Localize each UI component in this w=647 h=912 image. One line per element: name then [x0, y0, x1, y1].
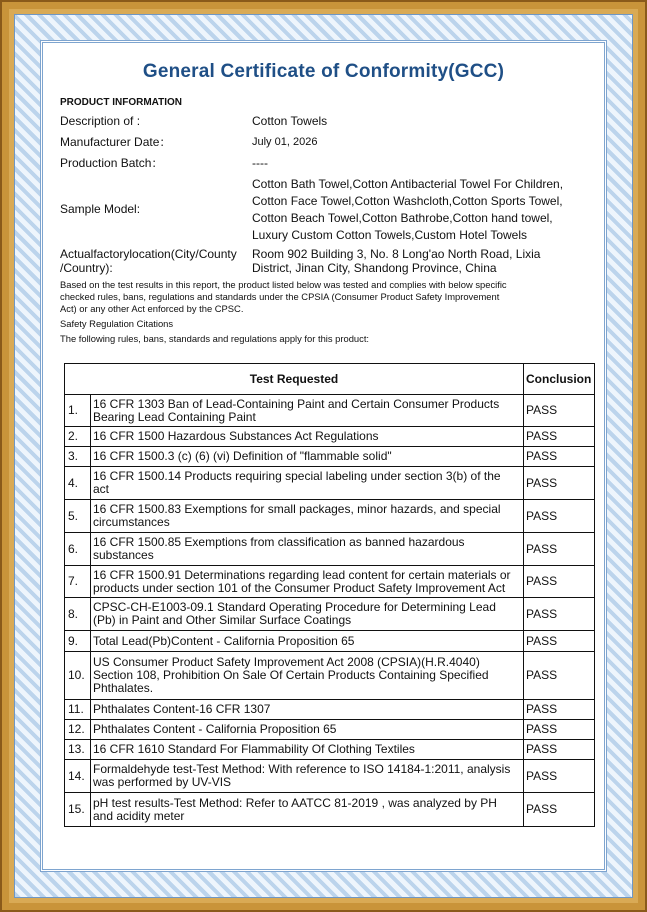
row-number: 8.	[65, 598, 91, 631]
test-requested-text: pH test results-Test Method: Refer to AATCC 81-2019 , was analyzed by PH	[93, 795, 497, 810]
table-row	[65, 760, 595, 793]
conclusion-cell: PASS	[524, 533, 595, 566]
test-requested-cell	[91, 652, 524, 700]
test-requested-text: Section 108, Prohibition On Sale Of Certain Products Containing Specified	[93, 668, 489, 682]
test-requested-cell	[91, 631, 524, 652]
test-requested-text: substances	[93, 548, 154, 562]
test-requested-cell	[91, 467, 524, 500]
table-row	[65, 700, 595, 720]
row-number: 6.	[65, 533, 91, 566]
table-row	[65, 467, 595, 500]
test-requested-text: CPSC-CH-E1003-09.1 Standard Operating Procedure for Determining Lead	[93, 600, 496, 614]
certificate-title: General Certificate of Conformity(GCC)	[142, 61, 505, 82]
table-row	[65, 631, 595, 652]
statement-line-2: checked rules, bans, regulations and standards under the CPSIA (Consumer Product Safety Improvement	[60, 291, 500, 302]
test-requested-text: US Consumer Product Safety Improvement Act 2008 (CPSIA)(H.R.4040)	[93, 655, 480, 669]
production-batch-value: ----	[252, 156, 268, 170]
location-value-line-1: Room 902 Building 3, No. 8 Long'ao North Road, Lixia	[252, 247, 541, 261]
sample-model-line-4: Luxury Custom Cotton Towels,Custom Hotel Towels	[252, 228, 528, 242]
test-requested-text: (Pb) in Paint and Other Similar Surface Coatings	[93, 613, 352, 627]
table-row	[65, 566, 595, 598]
header-test-requested: Test Requested	[65, 364, 524, 395]
table-row	[65, 652, 595, 700]
conclusion-cell: PASS	[524, 467, 595, 500]
table-row	[65, 500, 595, 533]
row-number: 11.	[65, 700, 91, 720]
test-requested-text: 16 CFR 1303 Ban of Lead-Containing Paint and Certain Consumer Products	[93, 396, 500, 411]
table-row	[65, 720, 595, 740]
test-requested-text: 16 CFR 1500.83 Exemptions for small packages, minor hazards, and special	[93, 502, 501, 516]
test-requested-text: Bearing Lead Containing Paint	[93, 409, 256, 424]
section-heading: PRODUCT INFORMATION	[60, 97, 183, 108]
conclusion-cell: PASS	[524, 427, 595, 447]
test-results-table	[64, 363, 595, 827]
rules-intro: The following rules, bans, standards and regulations apply for this product:	[60, 333, 370, 344]
test-requested-text: Phthalates Content - California Proposition 65	[93, 722, 337, 736]
table-row	[65, 427, 595, 447]
row-number: 4.	[65, 467, 91, 500]
conclusion-cell: PASS	[524, 395, 595, 427]
row-number: 15.	[65, 793, 91, 827]
table-row	[65, 447, 595, 467]
test-requested-text: and acidity meter	[93, 808, 185, 823]
location-label-line-1: Actualfactorylocation(City/County	[60, 247, 237, 261]
table-row	[65, 395, 595, 427]
description-value: Cotton Towels	[252, 114, 328, 128]
test-requested-cell	[91, 533, 524, 566]
table-header-row	[65, 364, 595, 395]
row-number: 9.	[65, 631, 91, 652]
test-requested-cell	[91, 395, 524, 427]
conclusion-cell: PASS	[524, 793, 595, 827]
conclusion-cell: PASS	[524, 447, 595, 467]
test-requested-cell	[91, 447, 524, 467]
statement-line-3: Act) or any other Act enforced by the CPSC.	[60, 303, 244, 314]
manufacturer-date-label: Manufacturer Date：	[60, 135, 172, 149]
row-number: 5.	[65, 500, 91, 533]
test-requested-text: Formaldehyde test-Test Method: With reference to ISO 14184-1:2011, analysis	[93, 762, 511, 776]
test-requested-text: 16 CFR 1500.14 Products requiring special labeling under section 3(b) of the	[93, 469, 501, 483]
test-requested-text: Phthalates Content-16 CFR 1307	[93, 702, 271, 716]
test-requested-cell	[91, 427, 524, 447]
conclusion-cell: PASS	[524, 566, 595, 598]
test-requested-cell	[91, 700, 524, 720]
conclusion-cell: PASS	[524, 598, 595, 631]
test-requested-cell	[91, 793, 524, 827]
conclusion-cell: PASS	[524, 631, 595, 652]
test-requested-cell	[91, 598, 524, 631]
row-number: 13.	[65, 740, 91, 760]
test-requested-text: Total Lead(Pb)Content - California Proposition 65	[93, 633, 355, 648]
test-requested-text: 16 CFR 1500 Hazardous Substances Act Regulations	[93, 429, 379, 443]
table-row	[65, 740, 595, 760]
location-label-line-2: /Country):	[60, 261, 113, 275]
test-requested-text: was performed by UV-VIS	[93, 775, 232, 789]
test-requested-text: 16 CFR 1610 Standard For Flammability Of Clothing Textiles	[93, 742, 415, 756]
header-conclusion: Conclusion	[524, 364, 595, 395]
test-requested-cell	[91, 760, 524, 793]
location-value-line-2: District, Jinan City, Shandong Province, China	[252, 261, 497, 275]
test-requested-text: Phthalates.	[93, 681, 154, 695]
safety-heading: Safety Regulation Citations	[60, 318, 174, 329]
conclusion-cell: PASS	[524, 652, 595, 700]
row-number: 7.	[65, 566, 91, 598]
conclusion-cell: PASS	[524, 720, 595, 740]
test-requested-text: 16 CFR 1500.91 Determinations regarding lead content for certain materials or	[93, 567, 511, 582]
test-requested-text: 16 CFR 1500.85 Exemptions from classification as banned hazardous	[93, 535, 465, 549]
table-row	[65, 598, 595, 631]
description-label: Description of :	[60, 114, 141, 128]
test-requested-cell	[91, 720, 524, 740]
production-batch-label: Production Batch：	[60, 156, 164, 170]
conclusion-cell: PASS	[524, 740, 595, 760]
test-requested-text: circumstances	[93, 515, 170, 529]
row-number: 3.	[65, 447, 91, 467]
test-requested-cell	[91, 500, 524, 533]
test-requested-cell	[91, 566, 524, 598]
table-row	[65, 793, 595, 827]
conclusion-cell: PASS	[524, 500, 595, 533]
manufacturer-date-value: July 01, 2026	[252, 136, 318, 148]
test-requested-cell	[91, 740, 524, 760]
row-number: 2.	[65, 427, 91, 447]
statement-line-1: Based on the test results in this report, the product listed below was tested and complies with below specific	[60, 279, 507, 290]
test-requested-text: products under section 101 of the Consumer Product Safety Improvement Act	[93, 580, 506, 595]
row-number: 12.	[65, 720, 91, 740]
sample-model-line-2: Cotton Face Towel,Cotton Washcloth,Cotton Sports Towel,	[252, 194, 563, 208]
table-row	[65, 533, 595, 566]
conclusion-cell: PASS	[524, 700, 595, 720]
row-number: 1.	[65, 395, 91, 427]
sample-model-line-3: Cotton Beach Towel,Cotton Bathrobe,Cotton hand towel,	[252, 211, 553, 225]
test-requested-text: act	[93, 482, 110, 496]
row-number: 14.	[65, 760, 91, 793]
conclusion-cell: PASS	[524, 760, 595, 793]
test-requested-text: 16 CFR 1500.3 (c) (6) (vi) Definition of "flammable solid"	[93, 449, 392, 463]
row-number: 10.	[65, 652, 91, 700]
sample-model-line-1: Cotton Bath Towel,Cotton Antibacterial Towel For Children,	[252, 177, 564, 191]
sample-model-label: Sample Model:	[60, 202, 141, 216]
